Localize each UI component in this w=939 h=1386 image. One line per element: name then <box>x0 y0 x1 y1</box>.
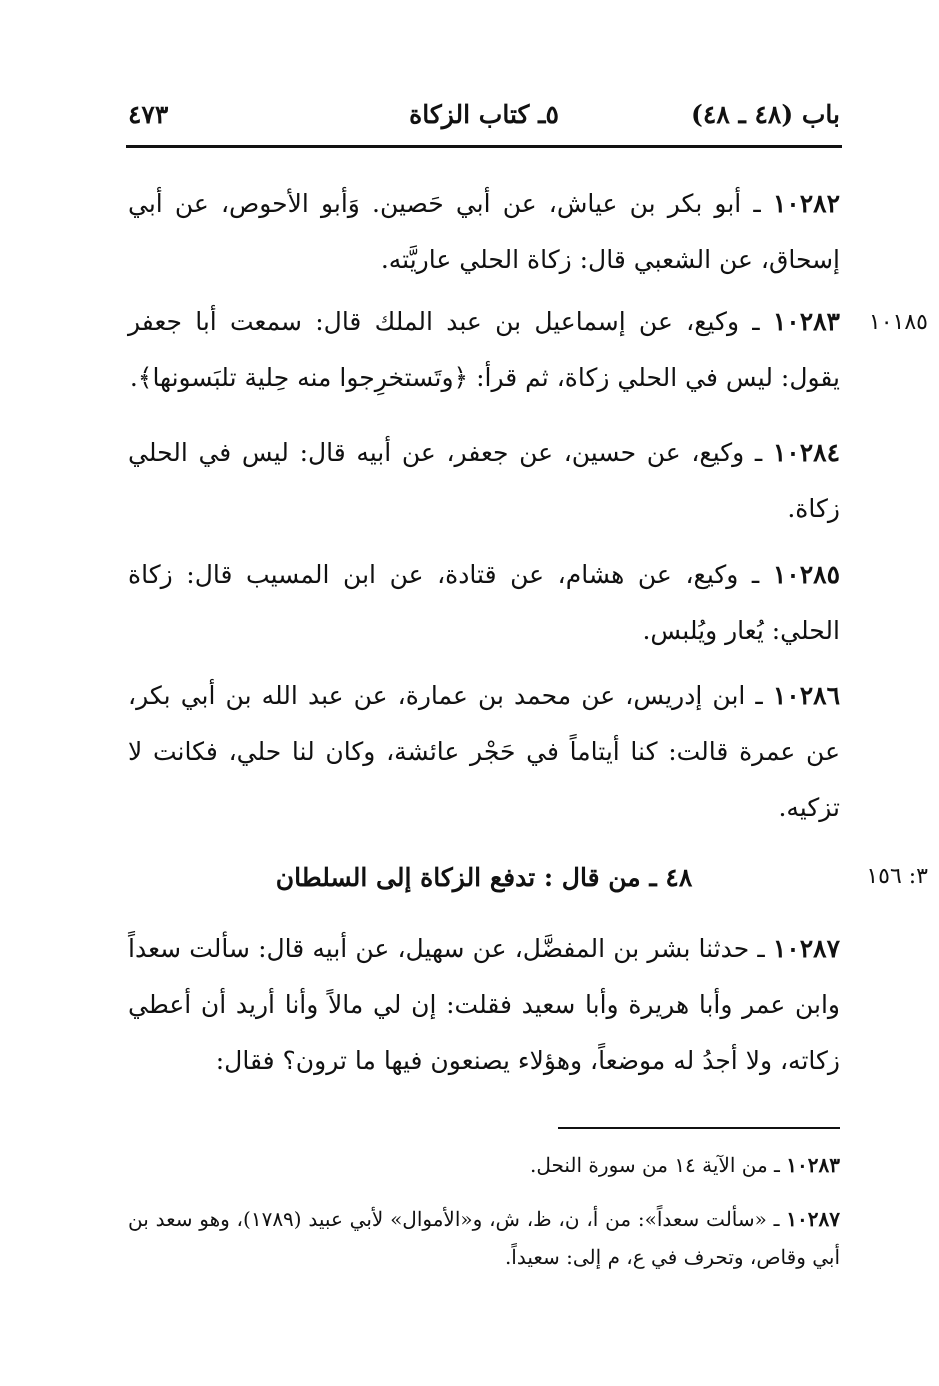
hadith-number: ١٠٢٨٦ <box>772 681 840 710</box>
hadith-number: ١٠٢٨٣ <box>772 307 840 336</box>
chapter-title: ٤٨ ـ من قال : تدفع الزكاة إلى السلطان <box>275 863 693 892</box>
hadith-10284 <box>128 425 840 537</box>
chapter-margin-reference: ٣: ١٥٦ <box>866 864 928 889</box>
hadith-text: ـ وكيع، عن هشام، عن قتادة، عن ابن المسيب قال: زكاة الحلي: يُعار ويُلبس. <box>128 560 840 645</box>
hadith-number: ١٠٢٨٢ <box>772 189 841 218</box>
hadith-10283 <box>128 294 840 406</box>
hadith-text: ـ ابن إدريس، عن محمد بن عمارة، عن عبد الله بن أبي بكر، عن عمرة قالت: كنا أيتاماً في حَجْر عائشة، وكان لنا حلي، فكانت لا تزكيه. <box>128 681 840 822</box>
hadith-10282 <box>128 176 840 288</box>
footnote-rule <box>558 1127 840 1129</box>
header-rule <box>126 145 842 148</box>
footnote-10283 <box>128 1146 840 1184</box>
hadith-number: ١٠٢٨٤ <box>772 438 841 467</box>
hadith-10285 <box>128 547 840 659</box>
margin-reference: ١٠١٨٥ <box>868 310 928 335</box>
footnote-10287 <box>128 1200 840 1276</box>
page-header <box>128 96 840 142</box>
hadith-text: ـ أبو بكر بن عياش، عن أبي حَصين. وَأبو الأحوص، عن أبي إسحاق، عن الشعبي قال: زكاة الحلي عاريَّته. <box>128 189 840 274</box>
footnote-text: ـ من الآية ١٤ من سورة النحل. <box>529 1153 780 1177</box>
footnote-text: ـ «سألت سعداً»: من أ، ن، ظ، ش، و«الأموال» لأبي عبيد (١٧٨٩)، وهو سعد بن أبي وقاص، وتحرف في ع، م إلى: سعيداً. <box>128 1207 840 1269</box>
hadith-text: ـ حدثنا بشر بن المفضَّل، عن سهيل، عن أبيه قال: سألت سعداً وابن عمر وأبا هريرة وأبا سعيد فقلت: إن لي مالاً وأنا أريد أن أعطي زكاته، ولا أجدُ له موضعاً، وهؤلاء يصنعون فيها ما ترون؟ فقال: <box>128 934 840 1075</box>
hadith-text: ـ وكيع، عن إسماعيل بن عبد الملك قال: سمعت أبا جعفر يقول: ليس في الحلي زكاة، ثم قرأ: ﴿وتَستخرِجوا منه حِلية تلبَسونها﴾. <box>128 307 840 392</box>
hadith-number: ١٠٢٨٥ <box>772 560 841 589</box>
header-section: باب (٤٨ ـ ٤٨) <box>691 100 840 129</box>
header-book-title: ٥ـ كتاب الزكاة <box>409 100 559 129</box>
hadith-text: ـ وكيع، عن حسين، عن جعفر، عن أبيه قال: ليس في الحلي زكاة. <box>128 438 840 523</box>
hadith-number: ١٠٢٨٧ <box>772 934 841 963</box>
footnote-number: ١٠٢٨٣ <box>786 1153 840 1177</box>
hadith-10286 <box>128 668 840 836</box>
footnote-number: ١٠٢٨٧ <box>786 1207 841 1231</box>
header-page-number: ٤٧٣ <box>128 100 169 129</box>
hadith-10287 <box>128 921 840 1089</box>
